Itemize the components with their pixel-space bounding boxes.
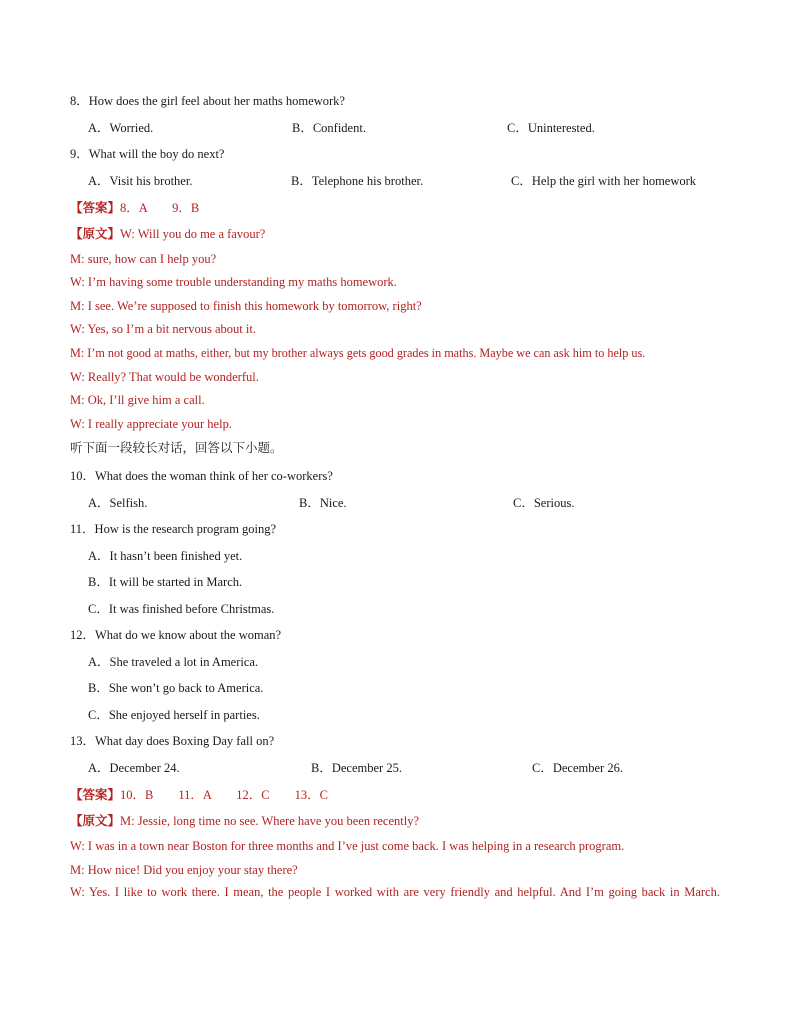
option-a: A．It hasn’t been finished yet. xyxy=(88,549,243,563)
option-a: A．Visit his brother. xyxy=(88,174,193,188)
question-11: 11．How is the research program going? xyxy=(70,522,277,536)
answer-key-2 xyxy=(70,787,734,803)
option-b: B．December 25. xyxy=(311,761,402,775)
option-b: B．Telephone his brother. xyxy=(291,174,424,188)
option-c: C．It was finished before Christmas. xyxy=(88,602,275,616)
option-b: B．Nice. xyxy=(299,496,347,510)
transcript-1-line-6: M: I’m not good at maths, either, but my brother always gets good grades in maths. Maybe we can ask him to help us. xyxy=(70,346,646,360)
transcript-tag: 【原文】 xyxy=(70,814,121,828)
option-c: C．December 26. xyxy=(532,761,623,775)
answer-tag: 【答案】 xyxy=(70,788,121,802)
question-12: 12．What do we know about the woman? xyxy=(70,628,282,642)
answer-tag: 【答案】 xyxy=(70,201,121,215)
transcript-2-line-1: 【原文】M: Jessie, long time no see. Where have you been recently? xyxy=(70,814,419,828)
transcript-1-line-1: 【原文】W: Will you do me a favour? xyxy=(70,227,266,241)
option-a: A．She traveled a lot in America. xyxy=(88,655,259,669)
answer-text: 10．B 11．A 12．C 13．C xyxy=(120,788,328,802)
transcript-1-line-7: W: Really? That would be wonderful. xyxy=(70,370,259,384)
transcript-1-line-2: M: sure, how can I help you? xyxy=(70,252,217,266)
transcript-1-line-3: W: I’m having some trouble understanding my maths homework. xyxy=(70,275,397,289)
listening-instruction: 听下面一段较长对话，回答以下小题。 xyxy=(70,440,283,455)
question-8: 8．How does the girl feel about her maths homework? xyxy=(70,94,345,108)
option-b: B．Confident. xyxy=(292,121,366,135)
option-c: C．She enjoyed herself in parties. xyxy=(88,708,260,722)
transcript-1-line-4: M: I see. We’re supposed to finish this homework by tomorrow, right? xyxy=(70,299,422,313)
answer-text: 8．A 9．B xyxy=(120,201,200,215)
option-a: A．Selfish. xyxy=(88,496,148,510)
transcript-2-line-3: M: How nice! Did you enjoy your stay there? xyxy=(70,863,298,877)
transcript-1-line-5: W: Yes, so I’m a bit nervous about it. xyxy=(70,322,256,336)
option-c: C．Serious. xyxy=(513,496,575,510)
transcript-tag: 【原文】 xyxy=(70,227,121,241)
option-b: B．She won’t go back to America. xyxy=(88,681,264,695)
transcript-2-line-4: W: Yes. I like to work there. I mean, the people I worked with are very friendly and helpful. And I’m going back in March. xyxy=(70,885,720,899)
option-a: A．December 24. xyxy=(88,761,180,775)
option-c: C．Help the girl with her homework xyxy=(511,174,697,188)
option-b: B．It will be started in March. xyxy=(88,575,243,589)
question-13: 13．What day does Boxing Day fall on? xyxy=(70,734,275,748)
option-c: C．Uninterested. xyxy=(507,121,595,135)
question-9: 9．What will the boy do next? xyxy=(70,147,225,161)
answer-key-1 xyxy=(70,200,734,216)
transcript-1-line-9: W: I really appreciate your help. xyxy=(70,417,232,431)
option-a: A．Worried. xyxy=(88,121,154,135)
transcript-2-line-2: W: I was in a town near Boston for three months and I’ve just come back. I was helping in a research program. xyxy=(70,839,625,853)
transcript-1-line-8: M: Ok, I’ll give him a call. xyxy=(70,393,205,407)
question-10: 10．What does the woman think of her co-workers? xyxy=(70,469,333,483)
